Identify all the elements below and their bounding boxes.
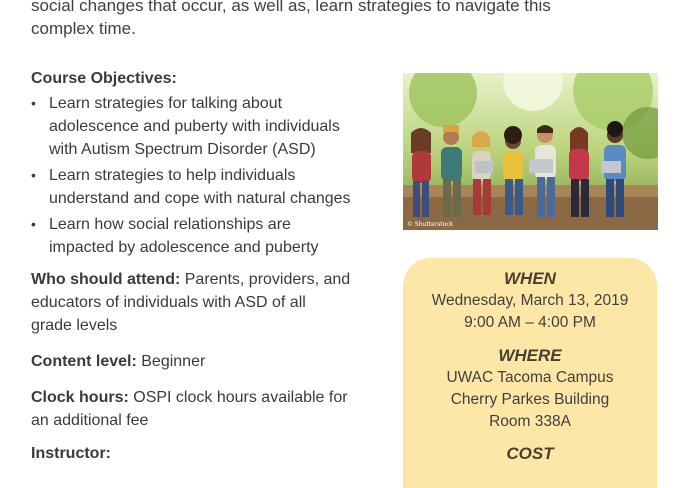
objectives-heading: Course Objectives:: [31, 70, 177, 87]
clock-hours-text: OSPI clock hours available for: [128, 389, 348, 406]
attend-label: Who should attend:: [31, 271, 181, 288]
teens-photo-illustration: [403, 73, 658, 230]
venue-line: Room 338A: [489, 413, 571, 430]
objective-line: impacted by adolescence and puberty: [49, 239, 319, 256]
attend-text: educators of individuals with ASD of all: [31, 294, 306, 311]
event-info-box: [403, 258, 657, 488]
objective-line: understand and cope with natural changes: [49, 190, 351, 207]
bullet-icon: •: [31, 95, 36, 111]
venue-line: UWAC Tacoma Campus: [446, 369, 614, 386]
content-level: [31, 350, 391, 373]
event-time: 9:00 AM – 4:00 PM: [464, 314, 596, 331]
bullet-icon: •: [31, 167, 36, 183]
content-level-value: Beginner: [136, 353, 206, 370]
objectives-list: [31, 92, 391, 259]
objective-line: Learn strategies to help individuals: [49, 167, 296, 184]
clock-hours-label: Clock hours:: [31, 389, 129, 406]
objective-line: Learn strategies for talking about: [49, 95, 283, 112]
objective-line: Learn how social relationships are: [49, 216, 291, 233]
objective-item: [31, 213, 391, 259]
intro-line-1: social changes that occur, as well as, learn strategies to navigate this: [31, 0, 551, 15]
attend-text: Parents, providers, and: [180, 271, 351, 288]
objective-item: [31, 92, 391, 161]
who-should-attend: [31, 268, 391, 337]
photo-credit: © Shutterstock: [407, 221, 454, 228]
instructor: [31, 442, 391, 465]
intro-paragraph: [31, 0, 631, 40]
venue-line: Cherry Parkes Building: [450, 391, 610, 408]
left-column: [31, 68, 391, 465]
objective-line: adolescence and puberty with individuals: [49, 118, 340, 135]
bullet-icon: •: [31, 216, 36, 232]
attend-text: grade levels: [31, 317, 118, 334]
objective-line: with Autism Spectrum Disorder (ASD): [49, 141, 316, 158]
event-date: Wednesday, March 13, 2019: [431, 292, 629, 309]
clock-hours-text: an additional fee: [31, 412, 149, 429]
where-label: WHERE: [498, 346, 562, 365]
group-photo: [403, 73, 658, 230]
clock-hours: [31, 386, 391, 432]
objective-item: [31, 164, 391, 210]
cost-label: COST: [506, 444, 554, 463]
intro-line-2: complex time.: [31, 19, 136, 38]
content-level-label: Content level:: [31, 353, 137, 370]
instructor-label: Instructor:: [31, 445, 111, 462]
when-label: WHEN: [504, 269, 556, 288]
